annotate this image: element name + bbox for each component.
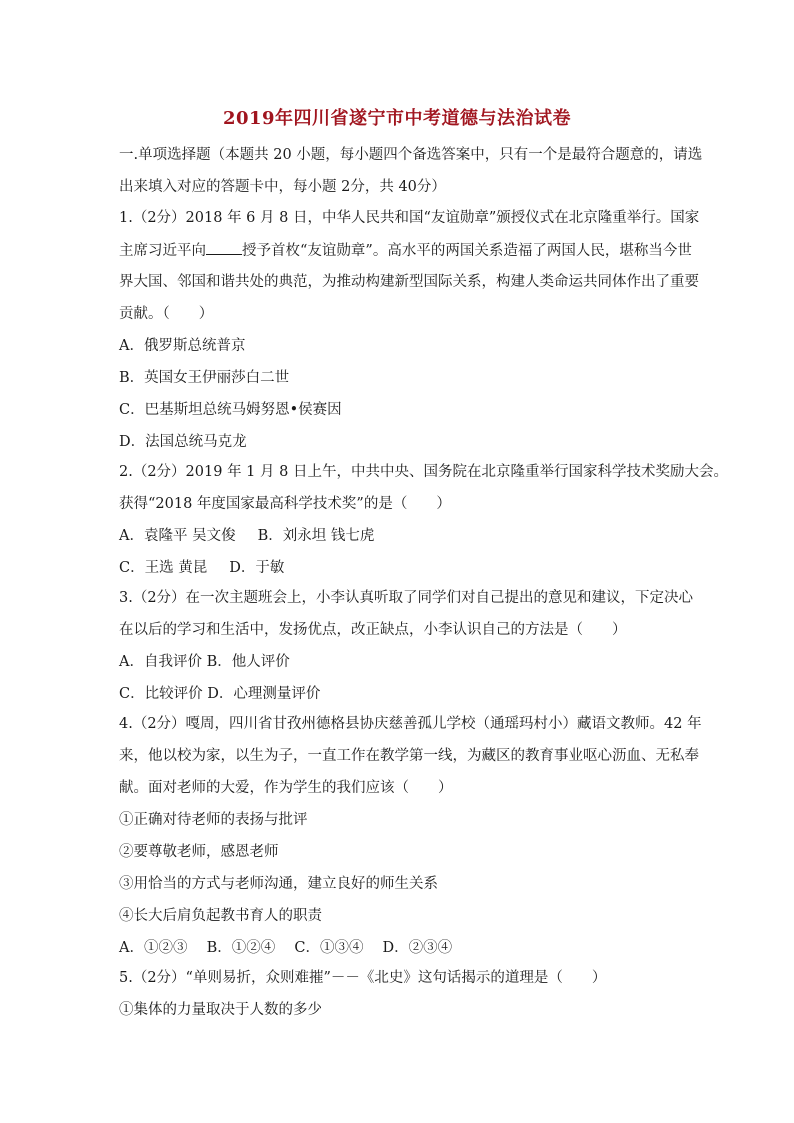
question-2-option-c: C．王选 黄昆 <box>119 560 208 576</box>
page-title: 2019年四川省遂宁市中考道德与法治试卷 <box>222 108 572 129</box>
question-1-stem-line-2 <box>119 240 692 260</box>
question-2-options-row-2 <box>119 558 689 578</box>
question-4-stem-line-2: 来，他以校为家，以生为子，一直工作在教学第一线，为藏区的教育事业呕心沥血、无私奉 <box>119 748 699 764</box>
question-2-stem-line-2: 获得“2018 年度国家最高科学技术奖”的是（ ） <box>119 496 451 512</box>
question-4-stem-line-3: 献。面对老师的大爱，作为学生的我们应该（ ） <box>119 780 453 796</box>
question-2-options-row-1 <box>119 526 689 546</box>
question-1-option-b: B．英国女王伊丽莎白二世 <box>119 370 290 386</box>
question-1-option-d: D．法国总统马克龙 <box>119 434 247 450</box>
question-4-stem-line-1: 4.（2分）嘎周，四川省甘孜州德格县协庆慈善孤儿学校（通瑶玛村小）藏语文教师。42 年 <box>119 716 702 732</box>
answer-blank <box>206 240 242 255</box>
question-1-option-c: C．巴基斯坦总统马姆努恩•侯赛因 <box>119 402 342 418</box>
question-1-stem-line-2-end: 授予首枚“友谊勋章”。高水平的两国关系造福了两国人民，堪称当今世 <box>242 243 692 259</box>
question-4-options: A．①②③ B．①②④ C．①③④ D．②③④ <box>119 940 453 956</box>
question-1-stem-line-2-start: 主席习近平向 <box>119 243 206 259</box>
section-instructions-line-2: 出来填入对应的答题卡中，每小题 2分，共 40分） <box>119 179 446 195</box>
question-2-stem-line-1: 2.（2分）2019 年 1 月 8 日上午，中共中央、国务院在北京隆重举行国家科学技术奖励大会。 <box>119 464 728 480</box>
question-1-stem-line-3: 界大国、邻国和谐共处的典范，为推动构建新型国际关系，构建人类命运共同体作出了重要 <box>119 274 699 290</box>
section-instructions-line-1: 一.单项选择题（本题共 20 小题，每小题四个备选答案中，只有一个是最符合题意的，请选 <box>119 147 703 163</box>
question-2-option-a: A．袁隆平 吴文俊 <box>119 528 236 544</box>
question-4-statement-1: ①正确对待老师的表扬与批评 <box>119 812 308 828</box>
question-1-stem-line-4: 贡献。（ ） <box>119 306 214 322</box>
question-3-options-ab: A．自我评价 B．他人评价 <box>119 654 290 670</box>
question-1-option-a: A．俄罗斯总统普京 <box>119 338 246 354</box>
question-1-stem-line-1: 1.（2分）2018 年 6 月 8 日，中华人民共和国“友谊勋章”颁授仪式在北京隆重举行。国家 <box>119 210 700 226</box>
question-5-stem-line-1: 5.（2分）“单则易折，众则难摧”－－《北史》这句话揭示的道理是（ ） <box>119 970 607 986</box>
question-4-statement-4: ④长大后肩负起教书育人的职责 <box>119 908 322 924</box>
question-2-option-d: D．于敏 <box>229 560 285 576</box>
question-3-stem-line-2: 在以后的学习和生活中，发扬优点，改正缺点，小李认识自己的方法是（ ） <box>119 622 627 638</box>
question-3-stem-line-1: 3.（2分）在一次主题班会上，小李认真听取了同学们对自己提出的意见和建议，下定决心 <box>119 590 694 606</box>
question-4-statement-2: ②要尊敬老师，感恩老师 <box>119 844 279 860</box>
question-2-option-b: B．刘永坦 钱七虎 <box>257 528 375 544</box>
question-4-statement-3: ③用恰当的方式与老师沟通，建立良好的师生关系 <box>119 876 438 892</box>
question-3-options-cd: C．比较评价 D．心理测量评价 <box>119 686 321 702</box>
question-5-statement-1: ①集体的力量取决于人数的多少 <box>119 1002 322 1018</box>
